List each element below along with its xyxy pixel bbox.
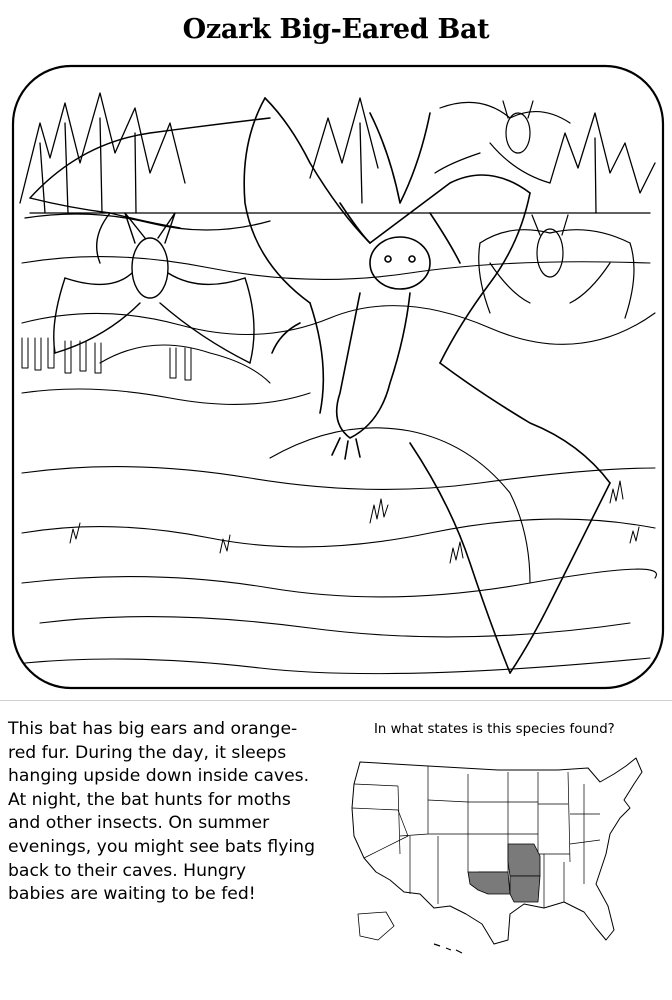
page-title: Ozark Big-Eared Bat: [182, 14, 490, 45]
description-line: and other insects. On summer: [8, 813, 270, 834]
state-missouri: [508, 844, 540, 876]
hanging-bats: [10, 63, 191, 380]
description-text: [8, 718, 338, 907]
hawaii-outline: [434, 944, 462, 953]
state-oklahoma: [468, 872, 510, 894]
rock-ledges: [22, 257, 656, 674]
treeline: [20, 93, 655, 230]
range-map-panel: [338, 722, 672, 992]
section-divider: [0, 700, 672, 701]
description-line: hanging upside down inside caves.: [8, 766, 310, 787]
description-line: At night, the bat hunts for moths: [8, 789, 291, 810]
description-line: babies are waiting to be fed!: [8, 884, 256, 905]
bat-central: [244, 98, 610, 673]
us-range-map: [338, 744, 658, 974]
illustration-frame: [13, 66, 663, 688]
state-arkansas: [510, 876, 540, 902]
map-question: In what states is this species found?: [374, 722, 615, 737]
description-line: This bat has big ears and orange-: [8, 719, 298, 739]
description-line: back to their caves. Hungry: [8, 860, 247, 881]
bat-upper-right: [435, 101, 570, 183]
alaska-outline: [358, 912, 394, 940]
bat-coloring-illustration: [10, 63, 667, 693]
description-line: red fur. During the day, it sleeps: [8, 742, 287, 763]
description-line: evenings, you might see bats flying: [8, 836, 315, 857]
grass-tufts: [70, 481, 639, 563]
